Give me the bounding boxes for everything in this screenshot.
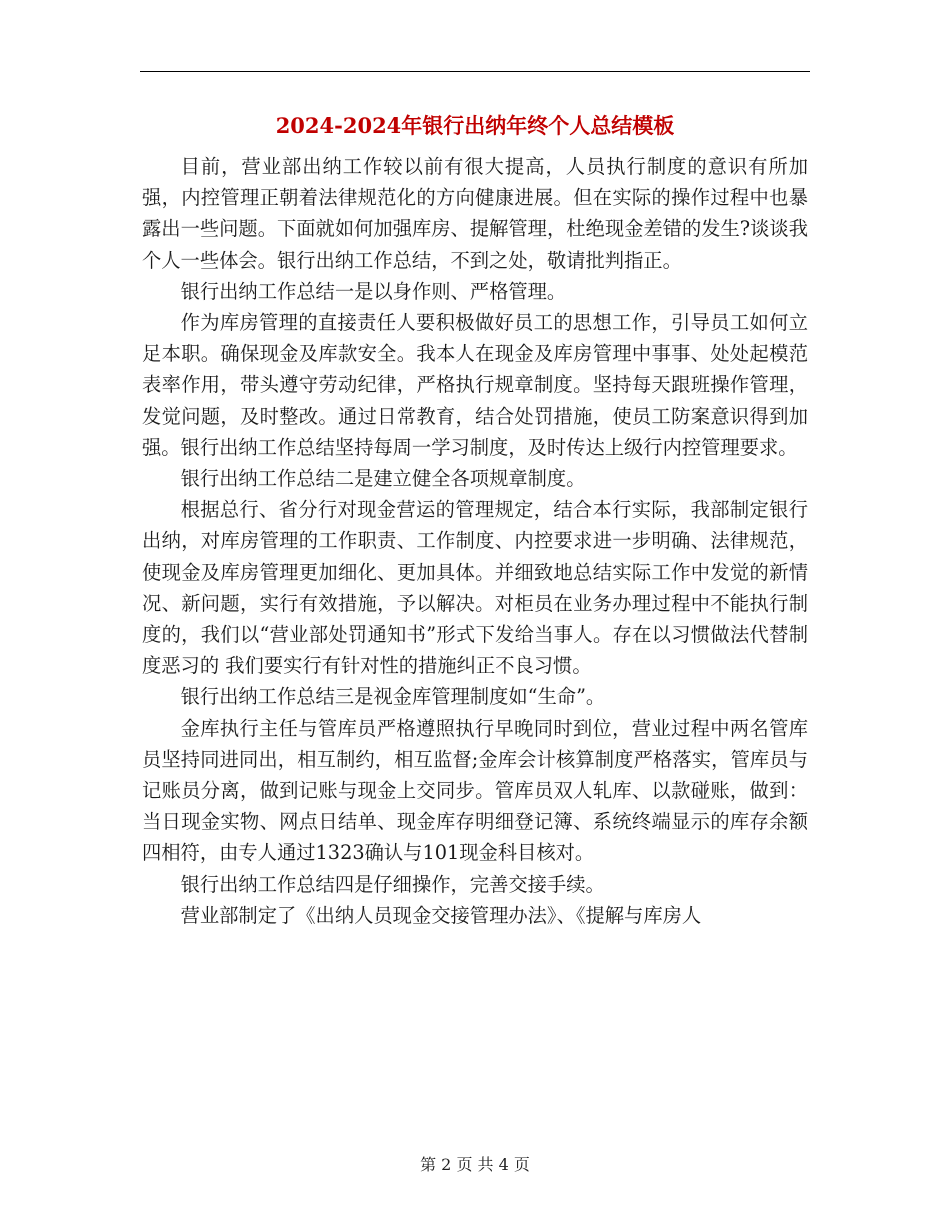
section-heading: 银行出纳工作总结一是以身作则、严格管理。 <box>180 279 567 303</box>
document-title: 2024-2024年银行出纳年终个人总结模板 <box>275 113 675 138</box>
section-heading: 银行出纳工作总结三是视金库管理制度如“生命”。 <box>180 685 606 709</box>
paragraph: 作为库房管理的直接责任人要积极做好员工的思想工作，引导员工如何立足本职。确保现金及库款安全。我本人在现金及库房管理中事事、处处起模范表率作用，带头遵守劳动纪律，严格执行规章制度。坚持每天跟班操作管理，发觉问题，及时整改。通过日常教育，结合处罚措施，使员工防案意识得到加强。银行出纳工作总结坚持每周一学习制度，及时传达上级行内控管理要求。 <box>142 311 808 459</box>
paragraph: 营业部制定了《出纳人员现金交接管理办法》、《提解与库房人 <box>180 903 702 927</box>
paragraph: 金库执行主任与管库员严格遵照执行早晚同时到位，营业过程中两名管库员坚持同进同出，相互制约，相互监督;金库会计核算制度严格落实，管库员与记账员分离，做到记账与现金上交同步。管库员双人轧库、以款碰账，做到：当日现金实物、网点日结单、现金库存明细登记簿、系统终端显示的库存余额四相符，由专人通过1323确认与101现金科目核对。 <box>142 716 808 865</box>
document-body <box>142 151 808 931</box>
section-heading: 银行出纳工作总结四是仔细操作，完善交接手续。 <box>180 872 605 896</box>
paragraph: 目前，营业部出纳工作较以前有很大提高，人员执行制度的意识有所加强，内控管理正朝着法律规范化的方向健康进展。但在实际的操作过程中也暴露出一些问题。下面就如何加强库房、提解管理，杜绝现金差错的发生?谈谈我个人一些体会。银行出纳工作总结，不到之处，敬请批判指正。 <box>142 155 808 272</box>
header-rule <box>140 71 810 72</box>
page-number-footer: 第 2 页 共 4 页 <box>420 1155 530 1174</box>
section-heading: 银行出纳工作总结二是建立健全各项规章制度。 <box>180 467 586 491</box>
paragraph: 根据总行、省分行对现金营运的管理规定，结合本行实际，我部制定银行出纳，对库房管理的工作职责、工作制度、内控要求进一步明确、法律规范，使现金及库房管理更加细化、更加具体。并细致地总结实际工作中发觉的新情况、新问题，实行有效措施，予以解决。对柜员在业务办理过程中不能执行制度的，我们以“营业部处罚通知书”形式下发给当事人。存在以习惯做法代替制度恶习的 我们要实行有针对性的措施纠正不良习惯。 <box>142 498 808 678</box>
